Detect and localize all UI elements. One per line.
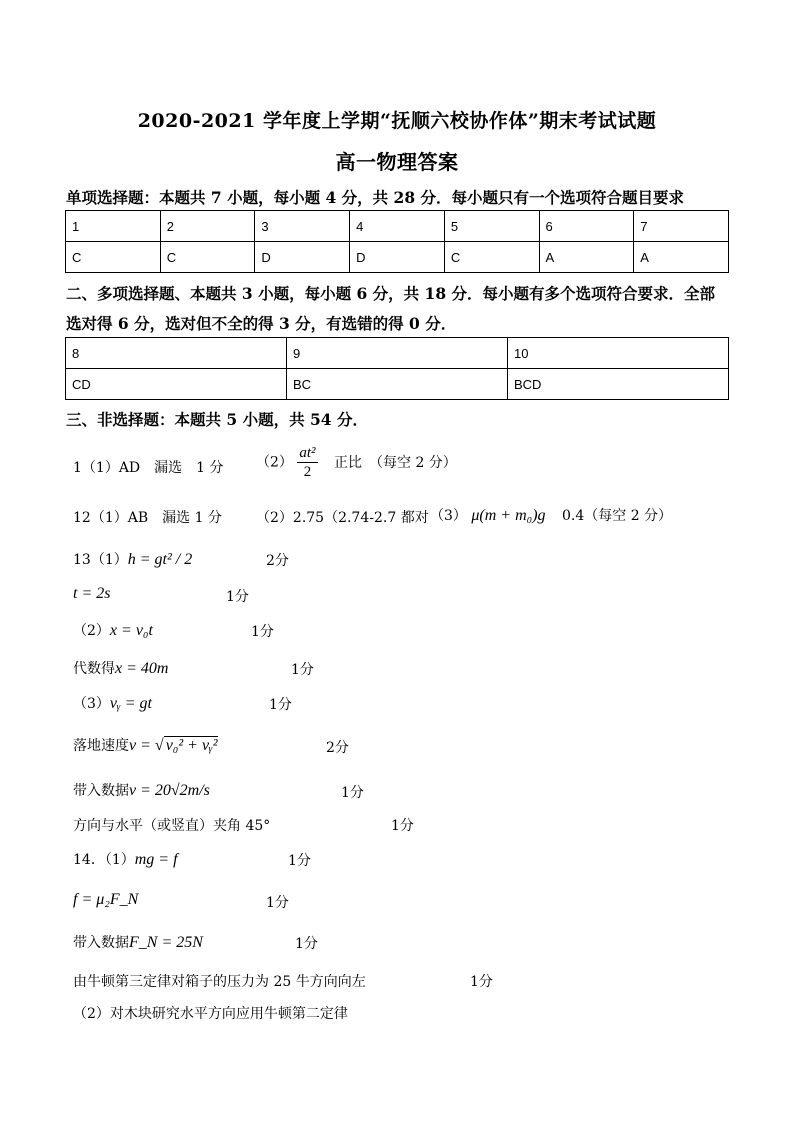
q11-fraction-denominator: 2 [303,464,312,480]
table-row [66,211,729,242]
q13-score: 2分 [326,740,349,756]
table-cell: 3 [255,211,350,242]
q14-formula: F_N = 25N [129,934,203,951]
table-row [66,338,729,369]
q14-line: （2）对木块研究水平方向应用牛顿第二定律 [73,1006,348,1022]
q13-line [73,620,153,640]
q14-line-label: 带入数据 [73,935,129,951]
section2-heading-line1: 二、多项选择题、本题共 3 小题，每小题 6 分，共 18 分．每小题有多个选项符合要求．全部 [66,284,716,303]
table-cell: C [66,242,161,273]
q13-line-label: 13（1） [73,552,128,568]
document-subtitle: 高一物理答案 [335,150,459,174]
q13-formula: t = 2s [73,585,111,602]
table-cell: 5 [444,211,539,242]
table-cell: 2 [160,211,255,242]
table-row [66,369,729,400]
q13-line [73,585,110,603]
section1-answer-table [65,210,729,273]
q13-formula: vᵧ = gt [109,695,152,712]
table-cell: A [539,242,634,273]
table-cell: A [634,242,729,273]
q14-formula: mg = f [134,851,178,868]
q13-line-label: 落地速度 [73,738,129,754]
q13-score: 1分 [251,624,274,640]
q13-line-label: 带入数据 [73,783,129,799]
table-cell: 4 [350,211,445,242]
q12-part1: 12（1）AB 漏选 1 分 [73,510,222,526]
table-cell: 7 [634,211,729,242]
q13-line: 方向与水平（或竖直）夹角 45° [73,818,271,834]
table-cell: BCD [508,369,729,400]
q14-formula: f = μ₂F_N [73,891,139,908]
q13-score: 1分 [291,662,314,678]
q13-formula: x = 40m [115,660,169,677]
table-cell: C [160,242,255,273]
q13-score: 1分 [226,589,249,605]
table-cell: 10 [508,338,729,369]
q13-formula: x = v₀t [109,622,153,639]
q13-score: 1分 [391,818,414,834]
q13-formula: v = √ [129,737,164,754]
q14-line-label: 14．（1） [73,852,135,868]
q14-score: 1分 [470,974,493,990]
q13-line [73,693,152,713]
q11-part2 [256,444,457,481]
q14-line [73,932,203,952]
q12-formula: μ(m + m₀)g [471,507,546,524]
table-cell: BC [287,369,508,400]
section1-heading: 单项选择题：本题共 7 小题，每小题 4 分，共 28 分．每小题只有一个选项符合题目要求 [66,188,685,207]
q13-line-label: （3） [73,696,110,712]
q13-line [73,549,192,569]
q13-score: 1分 [341,785,364,801]
q12-part3-label: （3） [430,508,467,524]
q14-line: 由牛顿第三定律对箱子的压力为 25 牛方向向左 [73,974,366,990]
table-cell: 1 [66,211,161,242]
q12-part3 [430,505,672,525]
q13-line-label: 代数得 [73,661,115,677]
q13-formula: v = 20√2m/s [129,782,210,799]
table-cell: 6 [539,211,634,242]
q13-line [73,780,210,800]
q14-score: 1分 [266,895,289,911]
q11-part2-label: （2） [256,454,293,471]
section2-answer-table [65,337,729,400]
q13-line [73,735,218,755]
q12-part3-suffix: 0.4（每空 2 分） [561,508,673,524]
q13-radicand: v₀² + vᵧ² [165,737,218,754]
table-cell: D [255,242,350,273]
q13-score: 1分 [269,697,292,713]
q11-part2-suffix: 正比 （每空 2 分） [334,454,457,471]
table-cell: 8 [66,338,287,369]
q11-fraction [297,444,317,481]
section2-heading-line2: 选对得 6 分，选对但不全的得 3 分，有选错的得 0 分． [66,314,457,333]
table-cell: 9 [287,338,508,369]
section3-heading: 三、非选择题：本题共 5 小题，共 54 分． [66,410,368,429]
q12-part2: （2）2.75（2.74-2.7 都对 [256,510,429,526]
q13-score: 2分 [266,553,289,569]
q13-line [73,658,168,678]
q13-formula: h = gt² / 2 [127,551,193,568]
table-cell: C [444,242,539,273]
q13-line-label: （2） [73,623,110,639]
q14-score: 1分 [295,936,318,952]
document-title: 2020-2021 学年度上学期“抚顺六校协作体”期末考试试题 [137,110,657,132]
table-row [66,242,729,273]
q14-line [73,849,178,869]
table-cell: CD [66,369,287,400]
q11-part1: 1（1）AD 漏选 1 分 [73,460,224,476]
q14-score: 1分 [288,853,311,869]
q14-line [73,891,138,909]
table-cell: D [350,242,445,273]
q11-fraction-numerator: at² [299,445,316,461]
